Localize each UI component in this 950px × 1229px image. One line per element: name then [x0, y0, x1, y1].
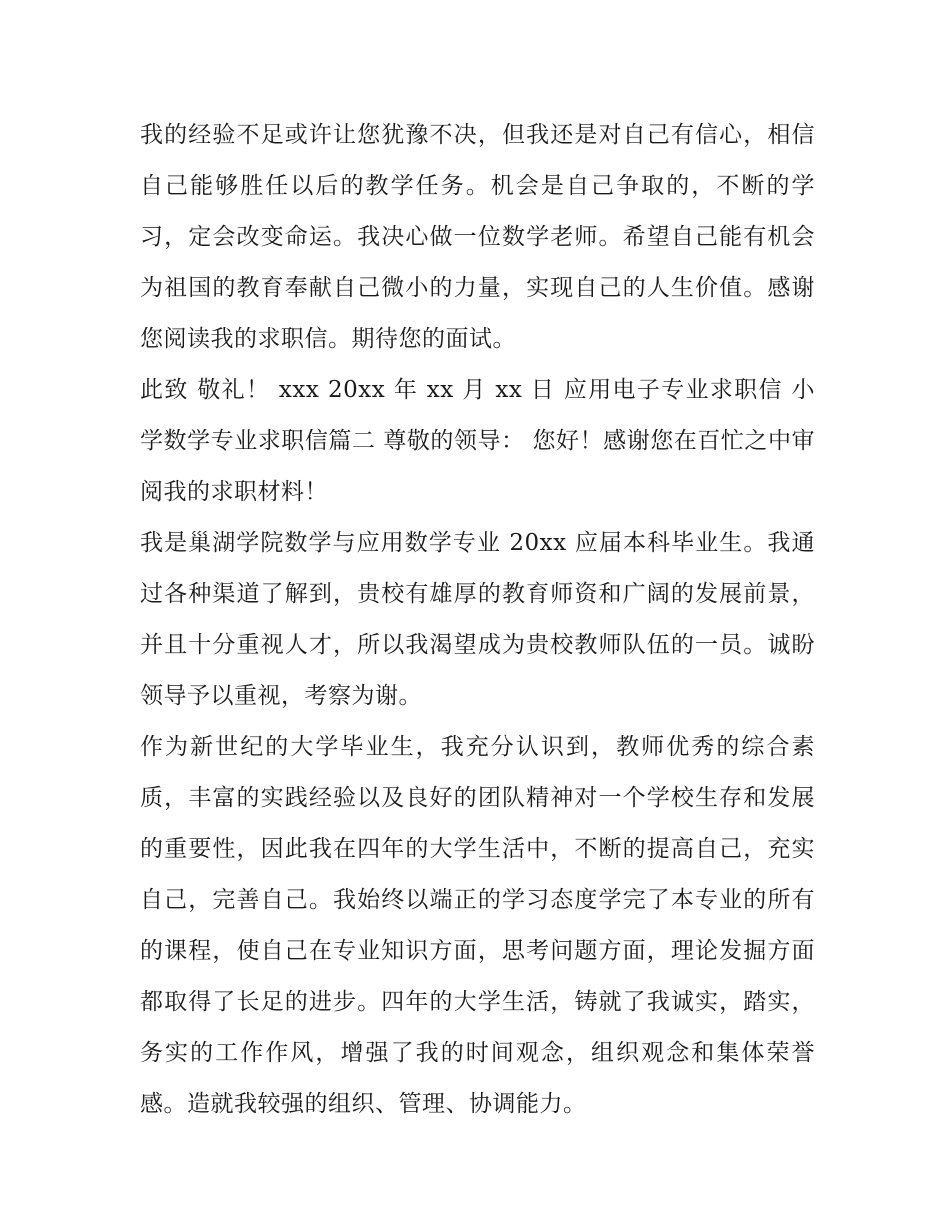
paragraph-introduction: 我是巢湖学院数学与应用数学专业 20xx 应届本科毕业生。我通过各种渠道了解到，贵校有雄厚的教育师资和广阔的发展前景，并且十分重视人才，所以我渴望成为贵校教师队伍的一员。诚盼领导予以重视，考察为谢。: [140, 530, 815, 709]
document-body: [140, 110, 815, 1130]
paragraph-closing-and-salutation: 此致 敬礼！ xxx 20xx 年 xx 月 xx 日 应用电子专业求职信 小学数学专业求职信篇二 尊敬的领导： 您好！感谢您在百忙之中审阅我的求职材料！: [140, 377, 815, 505]
paragraph-qualifications: 作为新世纪的大学毕业生，我充分认识到，教师优秀的综合素质，丰富的实践经验以及良好的团队精神对一个学校生存和发展的重要性，因此我在四年的大学生活中，不断的提高自己，充实自己，完善自己。我始终以端正的学习态度学完了本专业的所有的课程，使自己在专业知识方面，思考问题方面，理论发掘方面都取得了长足的进步。四年的大学生活，铸就了我诚实，踏实，务实的工作作风，增强了我的时间观念，组织观念和集体荣誉感。造就我较强的组织、管理、协调能力。: [140, 734, 815, 1117]
paragraph-confidence: 我的经验不足或许让您犹豫不决，但我还是对自己有信心，相信自己能够胜任以后的教学任务。机会是自己争取的，不断的学习，定会改变命运。我决心做一位数学老师。希望自己能有机会为祖国的教育奉献自己微小的力量，实现自己的人生价值。感谢您阅读我的求职信。期待您的面试。: [140, 122, 815, 352]
